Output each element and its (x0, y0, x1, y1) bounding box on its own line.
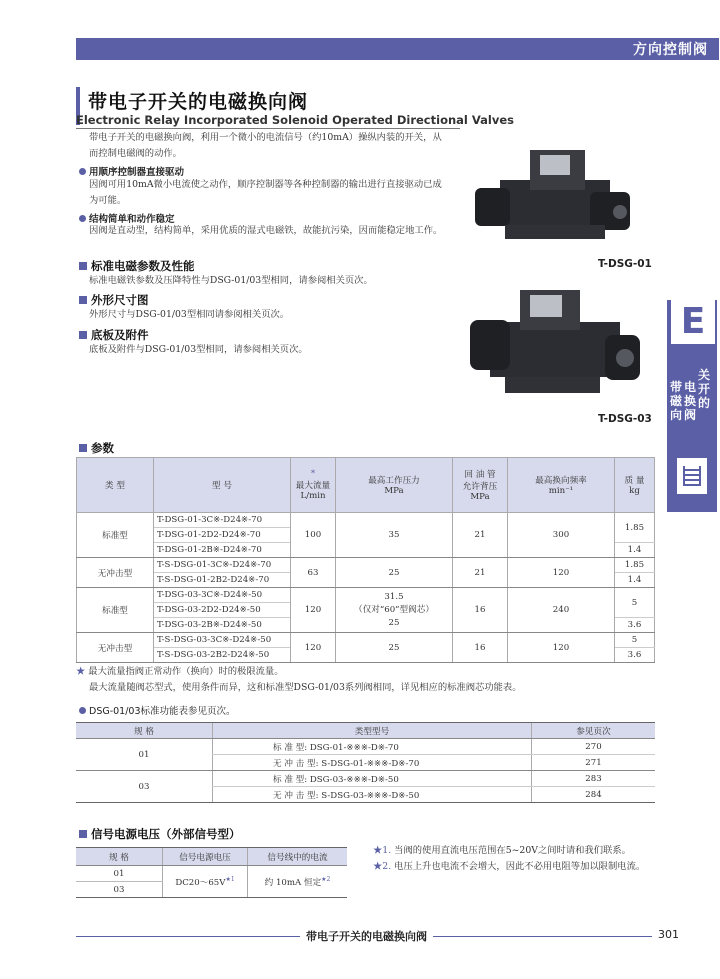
spool-ref-table (76, 722, 655, 803)
square-bullet-icon (79, 296, 87, 304)
category-title: 方向控制阀 (633, 42, 708, 58)
col-header: 规 格 (76, 723, 213, 739)
chapter-graphic (677, 458, 707, 494)
col-header: 型 号 (154, 458, 291, 513)
mass-cell: 1.4 (615, 543, 655, 558)
feature-2-title: 结构简单和动作稳定 (79, 211, 175, 225)
model-cell: T-S-DSG-03-2B2-D24※-50 (154, 648, 291, 663)
params-heading: 参数 (79, 440, 114, 456)
mass-cell: 3.6 (615, 648, 655, 663)
model-cell: 标 准 型: DSG-01-※※※-D※-70 (213, 739, 532, 755)
model-cell: 无 冲 击 型: S-DSG-01-※※※-D※-70 (213, 755, 532, 771)
col-header: 类 型 (77, 458, 154, 513)
col-header: 类型型号 (213, 723, 532, 739)
col-header: 参见页次 (532, 723, 656, 739)
footer-title: 带电子开关的电磁换向阀 (300, 928, 433, 944)
col-header: 规 格 (76, 848, 163, 866)
model-cell: 无 冲 击 型: S-DSG-03-※※※-D※-50 (213, 787, 532, 803)
model-cell: T-S-DSG-01-2B2-D24※-70 (154, 573, 291, 588)
type-cell: 无冲击型 (77, 558, 154, 588)
pressure-cell: 25 (336, 633, 453, 663)
model-cell: T-DSG-01-2D2-D24※-70 (154, 528, 291, 543)
tank-cell: 21 (453, 558, 508, 588)
pressure-cell: 35 (336, 513, 453, 558)
feature-1-text: 因阀可用10mA微小电流使之动作，顺序控制器等各种控制器的输出进行直接驱动已成为可能。 (89, 179, 442, 206)
title-underline (76, 128, 460, 129)
page-ref-cell: 271 (532, 755, 656, 771)
page-ref-cell: 270 (532, 739, 656, 755)
tank-cell: 21 (453, 513, 508, 558)
feature-2-text: 因阀是直动型，结构简单，采用优质的湿式电磁铁，故能抗污染，因而能稳定地工作。 (89, 225, 443, 236)
type-cell: 标准型 (77, 513, 154, 558)
header-banner (76, 38, 719, 60)
page-ref-cell: 283 (532, 771, 656, 787)
image-caption: T-DSG-03 (598, 413, 652, 425)
type-cell: 标准型 (77, 588, 154, 633)
model-cell: T-DSG-03-2B※-D24※-50 (154, 618, 291, 633)
freq-cell: 120 (508, 558, 615, 588)
page-ref-cell: 284 (532, 787, 656, 803)
section-text: 标准电磁铁参数及压降特性与DSG-01/03型相同，请参阅相关页次。 (89, 275, 373, 286)
section-text: 底板及附件与DSG-01/03型相同，请参阅相关页次。 (89, 344, 308, 355)
page-title: 带电子开关的电磁换向阀 (88, 91, 309, 113)
spec-cell: 03 (76, 882, 163, 898)
tank-cell: 16 (453, 633, 508, 663)
image-caption: T-DSG-01 (598, 258, 652, 270)
section-title: 标准电磁参数及性能 (79, 258, 195, 274)
mass-cell: 1.85 (615, 513, 655, 543)
type-cell: 无冲击型 (77, 633, 154, 663)
params-note-2: 最大流量随阀芯型式，使用条件而异，这和标准型DSG-01/03系列阀相同，详见相应的标准阀芯功能表。 (89, 682, 522, 693)
col-header: 信号电源电压 (163, 848, 248, 866)
pressure-cell: 31.5 （仅对“60”型阀芯） 25 (336, 588, 453, 633)
feature-1-title: 用顺序控制器直接驱动 (79, 164, 184, 178)
chapter-letter: E (671, 300, 715, 344)
square-bullet-icon (79, 830, 87, 838)
mass-cell: 1.85 (615, 558, 655, 573)
voltage-cell: $DC20\sim 65V^{★1}$ (163, 866, 248, 898)
params-note-1: ★ 最大流量指阀正常动作（换向）时的极限流量。 (76, 666, 284, 677)
freq-cell: 300 (508, 513, 615, 558)
col-header: 质 量 kg (615, 458, 655, 513)
valve-image-t-dsg-01 (470, 140, 640, 255)
model-cell: 标 准 型: DSG-03-※※※-D※-50 (213, 771, 532, 787)
freq-cell: 120 (508, 633, 615, 663)
model-cell: T-DSG-01-2B※-D24※-70 (154, 543, 291, 558)
section-title: 底板及附件 (79, 327, 149, 343)
col-header: 信号线中的电流 (248, 848, 348, 866)
flow-cell: 100 (291, 513, 336, 558)
signal-table (76, 847, 347, 898)
col-header: 回 油 管 允许背压 MPa (453, 458, 508, 513)
pressure-cell: 25 (336, 558, 453, 588)
current-cell: 约 10mA 恒定$^{★2}$ (248, 866, 348, 898)
model-cell: T-S-DSG-03-3C※-D24※-50 (154, 633, 291, 648)
page-number: 301 (658, 928, 679, 941)
signal-note-1: ★1. 当阀的使用直流电压范围在5~20V之间时请和我们联系。 (373, 845, 631, 856)
spec-cell: 01 (76, 866, 163, 882)
signal-heading: 信号电源电压（外部信号型） (79, 826, 241, 842)
section-text: 外形尺寸与DSG-01/03型相同请参阅相关页次。 (89, 309, 290, 320)
square-bullet-icon (79, 331, 87, 339)
spec-cell: 01 (76, 739, 213, 771)
square-bullet-icon (79, 262, 87, 270)
model-cell: T-S-DSG-01-3C※-D24※-70 (154, 558, 291, 573)
freq-cell: 240 (508, 588, 615, 633)
section-title: 外形尺寸图 (79, 292, 149, 308)
model-cell: T-DSG-01-3C※-D24※-70 (154, 513, 291, 528)
mass-cell: 5 (615, 588, 655, 618)
tank-cell: 16 (453, 588, 508, 633)
flow-cell: 120 (291, 633, 336, 663)
square-bullet-icon (79, 444, 87, 452)
mass-cell: 5 (615, 633, 655, 648)
flow-cell: 120 (291, 588, 336, 633)
valve-image-t-dsg-03 (465, 280, 645, 400)
col-header: 最高换向频率 min⁻¹ (508, 458, 615, 513)
spool-ref-heading: DSG-01/03标准功能表参见页次。 (79, 703, 236, 717)
intro-text: 带电子开关的电磁换向阀，利用一个微小的电流信号（约10mA）操纵内装的开关，从而控制电磁阀的动作。 (89, 132, 442, 159)
bullet-icon (79, 168, 86, 175)
mass-cell: 3.6 (615, 618, 655, 633)
flow-cell: 63 (291, 558, 336, 588)
model-cell: T-DSG-03-2D2-D24※-50 (154, 603, 291, 618)
signal-note-2: ★2. 电压上升也电流不会增大，因此不必用电阻等加以限制电流。 (373, 861, 646, 872)
bullet-icon (79, 707, 86, 714)
params-table (76, 457, 655, 663)
col-header: * 最大流量 L/min (291, 458, 336, 513)
mass-cell: 1.4 (615, 573, 655, 588)
spec-cell: 03 (76, 771, 213, 803)
col-header: 最高工作压力 MPa (336, 458, 453, 513)
page-title-english: Electronic Relay Incorporated Solenoid Operated Directional Valves (76, 113, 514, 127)
model-cell: T-DSG-03-3C※-D24※-50 (154, 588, 291, 603)
bullet-icon (79, 215, 86, 222)
